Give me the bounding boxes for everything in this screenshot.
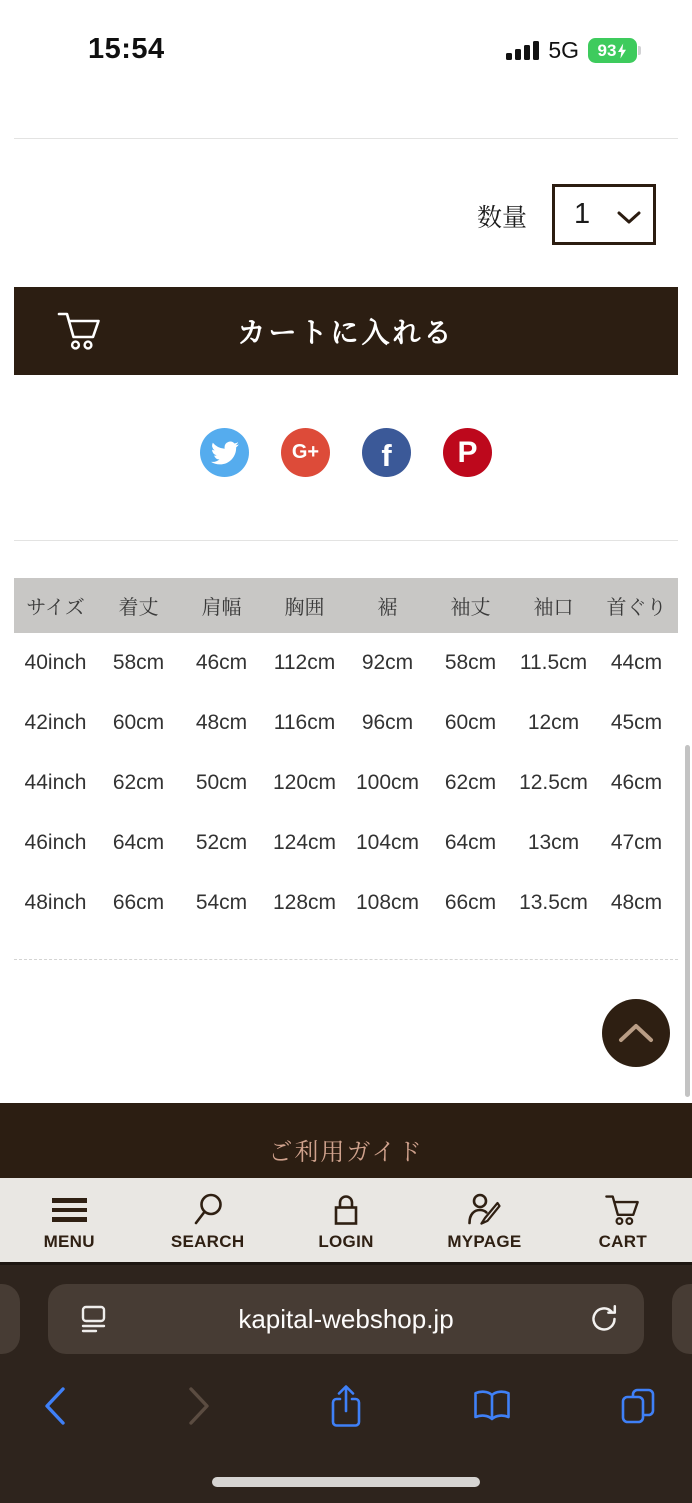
previous-tab-edge[interactable]: [0, 1284, 20, 1354]
table-cell: 46inch: [24, 831, 87, 854]
book-icon: [471, 1388, 513, 1424]
table-cell: 54cm: [195, 891, 248, 914]
chevron-down-icon: [617, 211, 641, 225]
table-cell: 124cm: [272, 831, 337, 854]
table-cell: 47cm: [610, 831, 663, 854]
nav-item-mypage[interactable]: [415, 1178, 553, 1262]
table-cell: 112cm: [273, 651, 336, 674]
twitter-bird-icon: [211, 441, 239, 465]
battery-indicator: [588, 38, 641, 63]
address-bar[interactable]: [48, 1284, 644, 1354]
table-cell: 60cm: [444, 711, 497, 734]
twitter-share-button[interactable]: [200, 428, 249, 477]
bottom-navigation: [0, 1178, 692, 1262]
divider-above-table: [14, 540, 678, 541]
table-cell: 42inch: [24, 711, 87, 734]
reload-icon[interactable]: [588, 1303, 620, 1335]
table-cell: 48inch: [24, 891, 87, 914]
nav-label: CART: [598, 1232, 648, 1251]
table-cell: 66cm: [444, 891, 497, 914]
battery-tip: [638, 46, 641, 55]
nav-label: MYPAGE: [447, 1232, 522, 1251]
col-header: 袖口: [512, 578, 595, 633]
pinterest-icon: P: [457, 435, 478, 469]
browser-toolbar: [0, 1378, 692, 1434]
chevron-right-icon: [187, 1385, 213, 1427]
table-cell: 11.5cm: [519, 651, 588, 674]
quantity-select[interactable]: [552, 184, 656, 245]
col-header: 胸囲: [263, 578, 346, 633]
tabs-icon: [618, 1386, 658, 1426]
col-header: 袖丈: [429, 578, 512, 633]
table-cell: 96cm: [361, 711, 414, 734]
signal-strength-icon: [506, 41, 539, 60]
charging-bolt-icon: [617, 43, 627, 59]
facebook-icon: f: [381, 437, 392, 473]
table-cell: 44inch: [24, 771, 87, 794]
table-cell: 44cm: [610, 651, 663, 674]
col-header: 裾: [346, 578, 429, 633]
forward-button[interactable]: [176, 1385, 224, 1427]
user-edit-icon: [466, 1192, 502, 1228]
table-cell: 62cm: [444, 771, 497, 794]
google-plus-share-button[interactable]: [281, 428, 330, 477]
table-cell: 64cm: [112, 831, 165, 854]
divider-below-table: [14, 959, 678, 960]
guide-link[interactable]: ご利用ガイド: [268, 1139, 424, 1166]
table-row: [14, 873, 678, 933]
back-button[interactable]: [30, 1385, 78, 1427]
col-header: 着丈: [97, 578, 180, 633]
status-bar: [0, 0, 692, 100]
share-button[interactable]: [322, 1383, 370, 1429]
quantity-value: 1: [574, 198, 591, 230]
cart-icon: [56, 309, 104, 353]
tabs-button[interactable]: [614, 1386, 662, 1426]
size-table-header-row: [14, 578, 678, 633]
pinterest-share-button[interactable]: [443, 428, 492, 477]
table-cell: 104cm: [355, 831, 420, 854]
table-cell: 13cm: [527, 831, 580, 854]
status-indicators: [506, 37, 641, 64]
chevron-left-icon: [41, 1385, 67, 1427]
table-cell: 12cm: [527, 711, 580, 734]
next-tab-edge[interactable]: [672, 1284, 692, 1354]
browser-chrome: [0, 1262, 692, 1503]
table-cell: 52cm: [195, 831, 248, 854]
cart-icon: [604, 1192, 642, 1228]
footer-guide-band[interactable]: [0, 1103, 692, 1178]
add-to-cart-button[interactable]: [14, 287, 678, 375]
add-to-cart-label: カートに入れる: [237, 317, 455, 348]
home-indicator[interactable]: [212, 1477, 480, 1487]
size-table: [14, 578, 678, 933]
bookmarks-button[interactable]: [468, 1388, 516, 1424]
table-cell: 46cm: [610, 771, 663, 794]
share-icon: [327, 1383, 365, 1429]
col-header: 肩幅: [180, 578, 263, 633]
table-cell: 50cm: [195, 771, 248, 794]
table-cell: 46cm: [195, 651, 248, 674]
chevron-up-icon: [616, 1021, 656, 1045]
table-cell: 60cm: [112, 711, 165, 734]
table-cell: 116cm: [273, 711, 336, 734]
table-row: [14, 633, 678, 693]
table-row: [14, 813, 678, 873]
nav-label: LOGIN: [318, 1232, 374, 1251]
nav-item-menu[interactable]: [0, 1178, 138, 1262]
table-cell: 48cm: [195, 711, 248, 734]
divider-top: [14, 138, 678, 139]
table-cell: 62cm: [112, 771, 165, 794]
table-cell: 13.5cm: [519, 891, 588, 914]
table-row: [14, 693, 678, 753]
table-cell: 58cm: [112, 651, 165, 674]
table-cell: 128cm: [272, 891, 337, 914]
facebook-share-button[interactable]: [362, 428, 411, 477]
nav-label: SEARCH: [170, 1232, 245, 1251]
table-cell: 45cm: [610, 711, 663, 734]
nav-label: MENU: [43, 1232, 95, 1251]
table-cell: 12.5cm: [519, 771, 588, 794]
table-cell: 64cm: [444, 831, 497, 854]
table-cell: 100cm: [355, 771, 420, 794]
scroll-to-top-button[interactable]: [602, 999, 670, 1067]
table-row: [14, 753, 678, 813]
network-type: 5G: [548, 37, 579, 63]
col-header: サイズ: [14, 578, 97, 633]
table-cell: 108cm: [355, 891, 420, 914]
col-header: 首ぐり: [595, 578, 678, 633]
quantity-label: 数量: [477, 204, 528, 232]
table-cell: 58cm: [444, 651, 497, 674]
table-cell: 48cm: [610, 891, 663, 914]
nav-item-search[interactable]: [138, 1178, 276, 1262]
table-cell: 120cm: [272, 771, 337, 794]
page-scrollbar[interactable]: [685, 745, 690, 1097]
menu-icon: [52, 1198, 87, 1222]
table-cell: 66cm: [112, 891, 165, 914]
url-text: kapital-webshop.jp: [238, 1303, 454, 1334]
social-share-row: [0, 428, 692, 477]
clock: 15:54: [88, 33, 165, 65]
lock-icon: [329, 1192, 363, 1228]
search-icon: [191, 1192, 225, 1228]
battery-percent: 93: [597, 40, 617, 60]
table-cell: 40inch: [24, 651, 87, 674]
table-cell: 92cm: [361, 651, 414, 674]
nav-item-cart[interactable]: [554, 1178, 692, 1262]
nav-item-login[interactable]: [277, 1178, 415, 1262]
google-plus-icon: G+: [291, 441, 320, 463]
reader-icon: [78, 1303, 110, 1335]
